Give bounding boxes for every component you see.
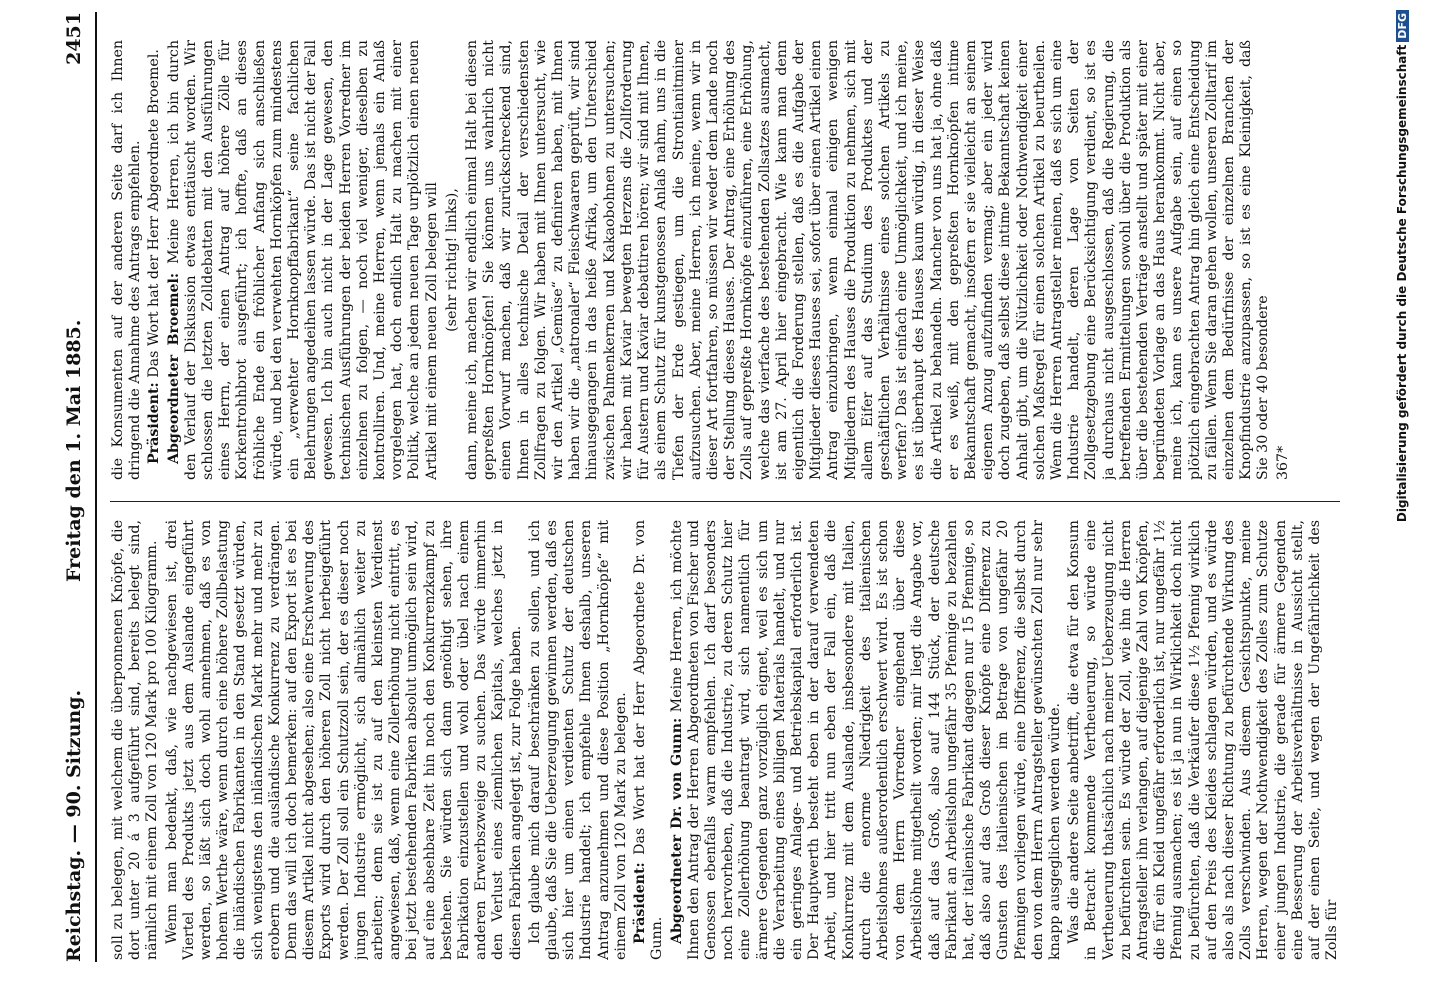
digitization-text: Digitalisierung gefördert durch die Deutsche Forschungsgemeinschaft (1395, 44, 1409, 523)
digitization-note (1395, 10, 1409, 960)
paragraph (166, 40, 441, 480)
paragraph: Wenn man bedenkt, daß, wie nachgewiesen ist, drei Viertel des Produkts jetzt aus dem Auslande eingeführt werden, so läßt sich doch wohl annehmen, daß es von hohem Werthe wäre, wenn durch eine höhere Zollbelastung die inländischen Fabrikanten in den Stand gesetzt würden, sich wenigstens den inländischen Markt mehr und mehr zu erobern und die ausländische Konkurrenz zu verdrängen. Denn das will ich doch bemerken: auf den Export ist es bei diesem Artikel nicht abgesehen; also eine Erschwerung des Exports wird durch den höheren Zoll nicht herbeigeführt werden. Der Zoll soll ein Schutzzoll sein, der es dieser noch jungen Industrie ermöglicht, sich allmählich weiter zu arbeiten; denn sie ist zu auf den kleinsten Verdienst angewiesen, daß, wenn eine Zollerhöhung nicht eintritt, es bei jetzt bestehenden Fabriken absolut unmöglich sein wird, auf eine absehbare Zeit hin noch den Konkurrenzkampf zu bestehen. Sie würden sich dann genöthigt sehen, ihre Fabrikation einzustellen und wohl oder übel nach einem anderen Erwerbszweige zu suchen. Das würde immerhin den Verlust eines ziemlichen Kapitals, welches jetzt in diesen Fabriken angelegt ist, zur Folge haben. (163, 520, 524, 960)
speaker-name: Abgeordneter Broemel: (165, 272, 182, 464)
column-divider (110, 501, 1340, 502)
header-session: Reichstag. — 90. Sitzung. (63, 689, 85, 962)
speaker-name: Präsident: (146, 382, 163, 464)
running-header (55, 12, 97, 962)
paragraph: die Konsumenten auf der anderen Seite darf ich Ihnen dringend die Annahme des Antrags empfehlen. (110, 40, 144, 480)
speaker-name: Abgeordneter Dr. von Gunn: (668, 717, 685, 944)
speaker-name: Präsident: (632, 862, 649, 944)
interjection: (sehr richtig! links), (443, 188, 460, 332)
paragraph: dann, meine ich, machen wir endlich einmal Halt bei diesen gepreßten Hornknöpfen! Sie können uns wahrlich nicht einen Vorwurf machen, daß wir zurückschreckend sind, Ihnen in alles technische Detail der verschiedensten Zollfragen zu folgen. Wir haben mit Ihnen untersucht, wie wir den Artikel „Gemüse“ zu definiren haben, mit Ihnen haben wir die „natronaler“ Fleischwaaren geprüft, wir sind hinausgegangen in das heiße Afrika, um den Unterschied zwischen Palmenkernen und Kakaobohnen zu untersuchen; wir haben mit Kaviar bewegten Herzens die Zollforderung für Austern und Kaviar debattiren hören; wir sind mit Ihnen, als einem Schutz für kunstgenossen Anlaß nahm, uns in die Tiefen der Erde gestiegen, um die Strontianitminer aufzusuchen. Aber, meine Herren, ich meine, wenn wir in dieser Art fortfahren, so müssen wir weder dem Lande noch der Stellung dieses Hauses. Der Antrag, eine Erhöhung des Zolls auf gepreßte Hornknöpfe einzuführen, eine Erhöhung, welche das vierfache des bestehenden Zollsatzes ausmacht, ist am 27. April hier eingebracht. Wie kann man denn eigentlich die Forderung stellen, daß es die Aufgabe der Mitglieder dieses Hauses sei, sofort über einen Artikel einen Antrag einzubringen, wenn einmal einigen wenigen Mitgliedern des Hauses die Produktion zu nehmen, sich mit allem Eifer auf das Studium des Produktes und der geschäftlichen Verhältnisse eines solchen Artikels zu werfen? Das ist einfach eine Unmöglichkeit, und ich meine, es ist überhaupt des Hauses kaum würdig, in dieser Weise die Artikel zu behandeln. Mancher von uns hat ja, ohne daß er es weiß, mit den gepreßten Hornknöpfen intime Bekanntschaft gemacht, insofern er sie vielleicht an seinem eigenen Anzug aufzufinden vermag; aber ein jeder wird doch zugeben, daß selbst diese intime Bekanntschaft keinen Anhalt gibt, um die Nützlichkeit oder Nothwendigkeit einer solchen Maßregel für einen solchen Artikel zu beurtheilen. Wenn die Herren Antragsteller meinen, daß es sich um eine Industrie handelt, deren Lage von Seiten der Zollgesetzgebung eine Berücksichtigung verdient, so ist es ja durchaus nicht ausgeschlossen, daß die Regierung, die betreffenden Ermittelungen sowohl über die Produktion als über die bestehenden Verträge anstellt und später mit einer begründeten Vorlage an das Haus herankommt. Nicht aber, meine ich, kann es unsere Aufgabe sein, auf einen so plötzlich eingebrachten Antrag hin gleich eine Entscheidung zu fällen. Wenn Sie daran gehen wollen, unseren Zolltarif im einzelnen dem Bedürfnisse der einzelnen Branchen der Knopfindustrie anzupassen, so ist es eine Kleinigkeit, daß Sie 30 oder 40 besondere (464, 40, 1272, 480)
speech-text: Meine Herren, ich bin durch den Verlauf der Diskussion etwas enttäuscht worden. Wir schlossen die letzten Zolldebatten mit den Ausführungen eines Herrn, der einen Antrag auf höhere Zölle für Korkentrohhbrot ausgeführt; ich hoffte, daß an dieses fröhliche Ende ein fröhlicher Anfang sich anschließen würde, und bei den verwehten Hornköpfen zum mindestens ein „verwehter Hornknopffabrikant“ seine fachlichen Belehrungen angedeihen lassen würde. Das ist nicht der Fall gewesen. Ich bin auch nicht in der Lage gewesen, den technischen Ausführungen der beiden Herren Vorredner im einzelnen zu folgen, — noch viel weniger, dieselben zu kontrolliren. Und, meine Herren, wenn jemals ein Anlaß vorgelegen hat, doch endlich Halt zu machen mit einer Politik, welche an jedem neuen Tage urplötzlich einen neuen Artikel mit einem neuen Zoll belegen will (165, 40, 440, 480)
dfg-logo: DFG (1396, 10, 1409, 42)
speech-text: Das Wort hat der Herr Abgeordnete Broemel. (146, 49, 163, 378)
speech-text: Das Wort hat der Herr Abgeordnete Dr. von Gunn. (632, 520, 666, 960)
paragraph (632, 520, 666, 960)
paragraph: soll zu belegen, mit welchem die überponnenen Knöpfe, die dort unter 20 á 3 aufgeführt sind, bereits belegt sind, nämlich mit einem Zoll von 120 Mark pro 100 Kilogramm. (110, 520, 161, 960)
page-number: 2451 (63, 12, 85, 65)
paragraph (669, 520, 1065, 960)
right-column (110, 40, 1340, 480)
speech-text: Meine Herren, ich möchte Ihnen den Antrag der Herren Abgeordneten von Fischer und Genossen ebenfalls warm empfehlen. Ich darf besonders noch hervorheben, daß die Industrie, zu deren Schutz hier eine Zollerhöhung beantragt wird, sich namentlich für ärmere Gegenden ganz vorzüglich eignet, weil es sich um die Verarbeitung eines billigen Materials handelt, und nur ein geringes Anlage- und Betriebskapital erforderlich ist. Der Hauptwerth besteht eben in der darauf verwendeten Arbeit, und hier tritt nun eben der Fall ein, daß die Konkurrenz mit dem Auslande, insbesondere mit Italien, durch die enorme Niedrigkeit des italienischen Arbeitslohnes außerordentlich erschwert wird. Es ist schon von dem Herrn Vorredner eingehend über diese Arbeitslöhne mitgetheilt worden; mir liegt die Angabe vor, daß auf das Groß, also auf 144 Stück, der deutsche Fabrikant an Arbeitslohn ungefähr 35 Pfennige zu bezahlen hat, der italienische Fabrikant dagegen nur 15 Pfennige, so daß also auf das Groß dieser Knöpfe eine Differenz zu Gunsten des italienischen im Betrage von ungefähr 20 Pfennigen vorliegen würde, eine Differenz, die selbst durch den von dem Herrn Antragsteller gewünschten Zoll nur sehr knapp ausgeglichen werden würde. (668, 520, 1063, 960)
paragraph (146, 40, 163, 480)
paragraph: Ich glaube mich darauf beschränken zu sollen, und ich glaube, daß Sie die Ueberzeugung gewinnen werden, daß es sich hier um einen verdienten Schutz der deutschen Industrie handelt; ich empfehle Ihnen deshalb, unseren Antrag anzunehmen und diese Position „Hornknöpfe“ mit einem Zoll von 120 Mark zu belegen. (526, 520, 629, 960)
paragraph: Was die andere Seite anbetrifft, die etwa für den Konsum in Betracht kommende Vertheuerung, so würde eine Vertheuerung thatsächlich nach meiner Ueberzeugung nicht zu befürchten sein. Es würde der Zoll, wie ihn die Herren Antragsteller ihn verlangen, auf diejenige Zahl von Knöpfen, die für ein Kleid ungefähr erforderlich ist, nur ungefähr 1½ Pfennig ausmachen; es ist ja nun in Wirklichkeit doch nicht zu befürchten, daß die Verkäufer diese 1½ Pfennig wirklich auf den Preis des Kleides schlagen würden, und es würde also als nach dieser Richtung zu befürchtende Wirkung des Zolls verschwinden. Aus diesem Gesichtspunkte, meine Herren, wegen der Nothwendigkeit des Zolles zum Schutze einer jungen Industrie, die gerade für ärmere Gegenden eine Besserung der Arbeitsverhältnisse in Aussicht stellt, auf der einen Seite, und wegen der Ungefährlichkeit des Zolls für (1066, 520, 1340, 960)
header-date: Freitag den 1. Mai 1885. (63, 319, 85, 582)
paragraph: 367* (1274, 445, 1291, 480)
left-column (110, 520, 1340, 960)
